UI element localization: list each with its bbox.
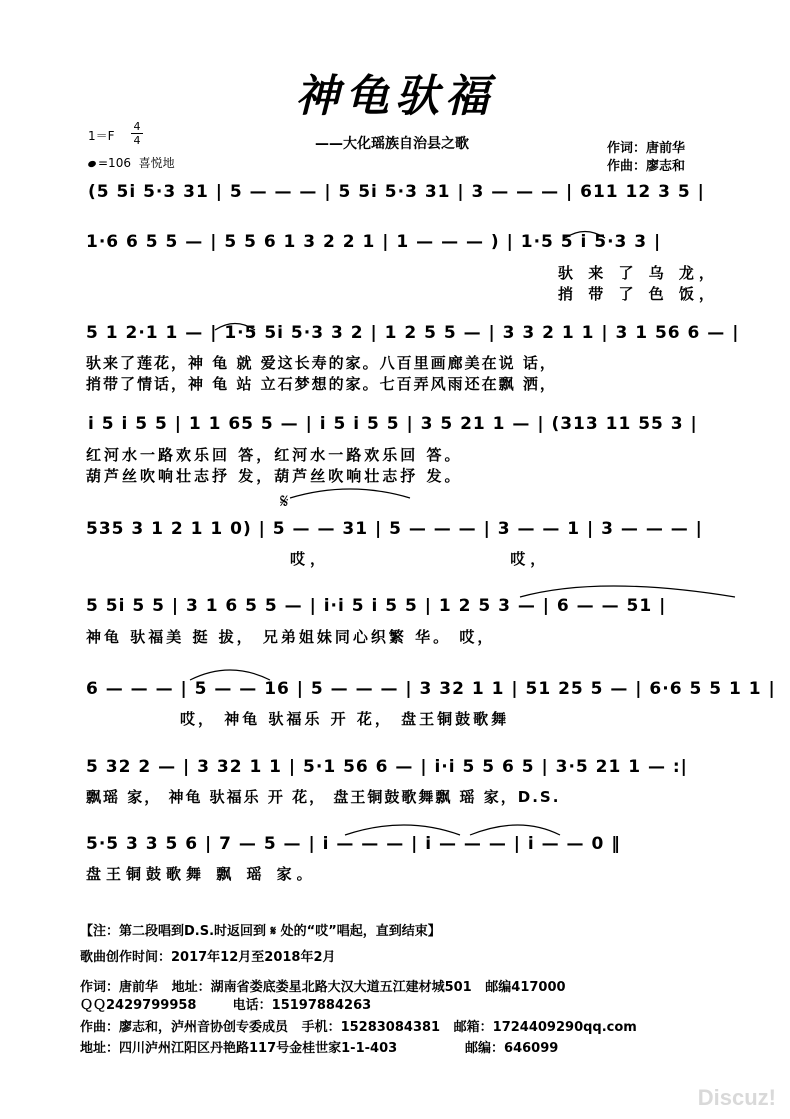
lyric-row-9: 盘王铜鼓歌舞 飘 瑶 家。 — [86, 865, 317, 883]
slur — [190, 670, 270, 680]
lyric-row-7: 哎， 神龟 驮福乐 开 花， 盘王铜鼓歌舞 — [180, 710, 510, 728]
score-row-1: (5 5i 5·3 31 | 5 — — — | 5 5i 5·3 31 | 3 — — — | 611 12 3 5 | — [88, 182, 705, 202]
meter-top: 4 — [133, 120, 141, 133]
score-row-3: 5 1 2·1 1 — | 1·5 5i 5·3 3 2 | 1 2 5 5 — | 3 3 2 1 1 | 3 1 56 6 — | — [86, 323, 740, 343]
lyricist-credit: 作词：唐前华 — [607, 141, 686, 156]
lyric-row-2a: 驮 来 了 乌 龙， — [558, 264, 719, 282]
tempo-value: =106 — [98, 156, 131, 170]
song-subtitle: ——大化瑶族自治县之歌 — [315, 136, 469, 152]
lyric-row-5: 哎， 哎， — [290, 550, 551, 568]
performance-note: 【注：第二段唱到D.S.时返回到 𝄋 处的“哎”唱起，直到结束】 — [80, 924, 441, 939]
watermark-logo: Discuz! — [697, 1085, 776, 1110]
slur — [215, 324, 255, 331]
lyric-row-8: 飘瑶 家， 神龟 驮福乐 开 花， 盘王铜鼓歌舞飘 瑶 家，D.S. — [86, 788, 561, 806]
composer-credit: 作曲：廖志和 — [607, 159, 686, 174]
slur — [290, 489, 410, 498]
key-signature: 1＝F — [88, 129, 115, 143]
lyric-row-3b: 捎带了情话，神 龟 站 立石梦想的家。七百弄风雨还在飘 洒， — [86, 375, 557, 393]
slur — [565, 232, 605, 239]
lyric-row-3a: 驮来了莲花，神 龟 就 爱这长寿的家。八百里画廊美在说 话， — [86, 354, 557, 372]
score-row-5: 535 3 1 2 1 1 0) | 5 — — 31 | 5 — — — | 3 — — 1 | 3 — — — | — [86, 519, 703, 539]
lyric-row-4a: 红河水一路欢乐回 答，红河水一路欢乐回 答。 — [86, 446, 463, 464]
tempo-expression: 喜悦地 — [138, 156, 175, 170]
lyricist-phone: ＱＱ2429799958 电话：15197884263 — [80, 998, 372, 1013]
song-title: 神龟驮福 — [295, 71, 495, 122]
score-row-7: 6 — — — | 5 — — 16 | 5 — — — | 3 32 1 1 | 51 25 5 — | 6·6 5 5 1 1 | — [86, 679, 776, 699]
score-row-9: 5·5 3 3 5 6 | 7 — 5 — | i — — — | i — — — | i — — 0 ‖ — [86, 834, 621, 854]
lyric-row-6: 神龟 驮福美 挺 拔， 兄弟姐妹同心织繁 华。 哎， — [86, 628, 496, 646]
score-row-4: i 5 i 5 5 | 1 1 65 5 — | i 5 i 5 5 | 3 5 21 1 — | (313 11 55 3 | — [88, 414, 698, 434]
creation-date: 歌曲创作时间：2017年12月至2018年2月 — [80, 950, 336, 965]
meter-bottom: 4 — [131, 133, 143, 147]
score-row-6: 5 5i 5 5 | 3 1 6 5 5 — | i·i 5 i 5 5 | 1 2 5 3 — | 6 — — 51 | — [86, 596, 667, 616]
score-row-8: 5 32 2 — | 3 32 1 1 | 5·1 56 6 — | i·i 5 5 6 5 | 3·5 21 1 — :| — [86, 757, 688, 777]
composer-address: 地址：四川泸州江阳区丹艳路117号金桂世家1-1-403 邮编：646099 — [80, 1041, 559, 1056]
slur — [520, 586, 735, 597]
lyricist-contact: 作词：唐前华 地址：湖南省娄底娄星北路大汉大道五江建材城501 邮编417000 — [80, 980, 566, 995]
segno-icon: 𝄋 — [280, 489, 289, 513]
lyric-row-2b: 捎 带 了 色 饭， — [558, 285, 719, 303]
slur — [470, 825, 560, 835]
lyric-row-4b: 葫芦丝吹响壮志抒 发，葫芦丝吹响壮志抒 发。 — [86, 467, 463, 485]
score-row-2: 1·6 6 5 5 — | 5 5 6 1 3 2 2 1 | 1 — — — ) | 1·5 5 i 5·3 3 | — [86, 232, 662, 252]
slur — [345, 825, 460, 835]
composer-contact: 作曲：廖志和，泸州音协创专委成员 手机：15283084381 邮箱：1724409290qq.com — [80, 1020, 637, 1035]
